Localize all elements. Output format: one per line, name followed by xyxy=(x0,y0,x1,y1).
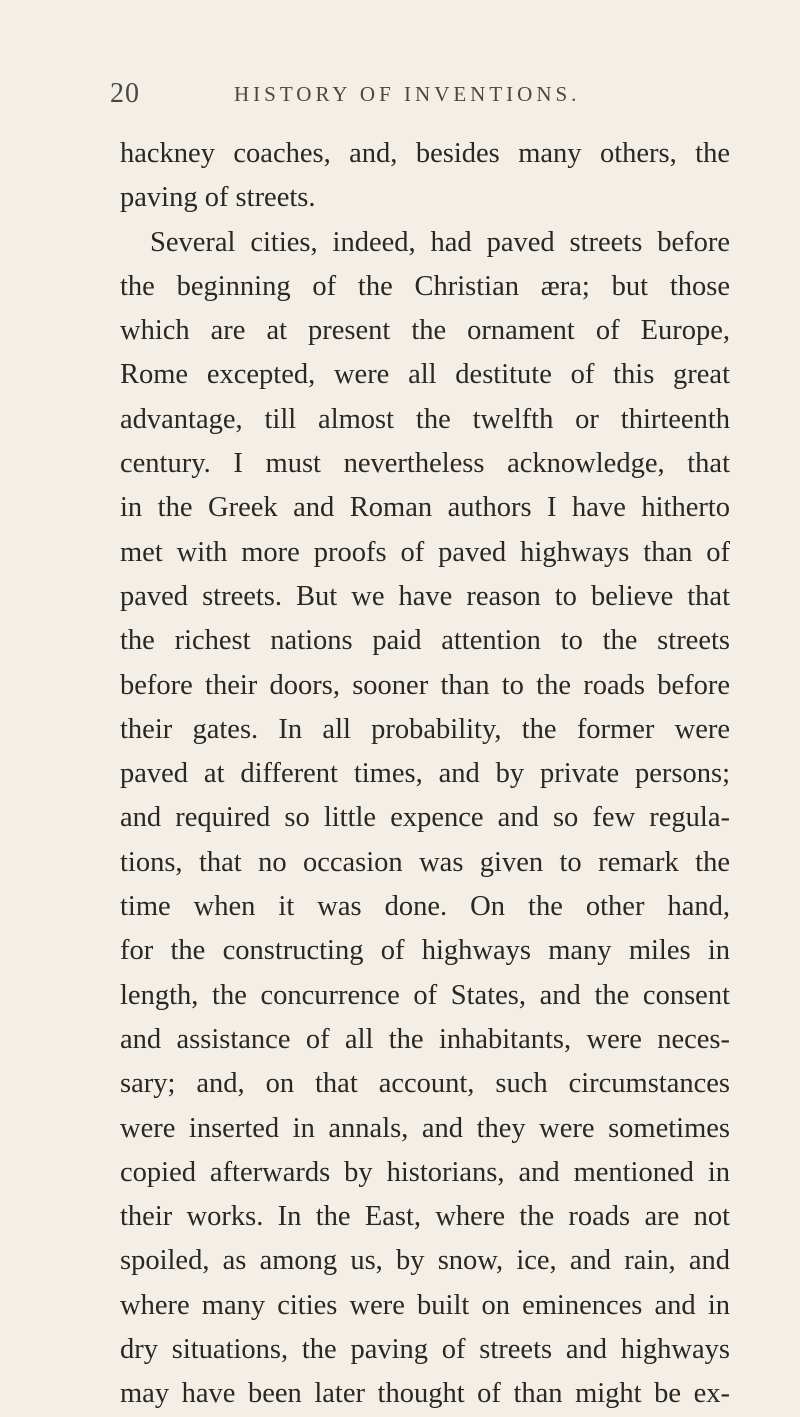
running-head xyxy=(110,78,730,118)
text-line: in the Greek and Roman authors I have hitherto xyxy=(120,492,730,524)
text-line: length, the concurrence of States, and the consent xyxy=(120,979,730,1011)
text-line: paved streets. But we have reason to believe that xyxy=(120,580,730,612)
text-line: copied afterwards by historians, and mentioned in xyxy=(120,1156,730,1188)
text-line: paved at different times, and by private persons; xyxy=(120,758,730,790)
page-number: 20 xyxy=(110,78,140,109)
text-line: where many cities were built on eminences and in xyxy=(120,1289,730,1321)
text-line: which are at present the ornament of Europe, xyxy=(120,315,730,347)
text-line: dry situations, the paving of streets and highways xyxy=(120,1334,730,1366)
text-line: sary; and, on that account, such circumstances xyxy=(120,1068,730,1100)
body-text xyxy=(120,132,730,1417)
text-line: their works. In the East, where the roads are not xyxy=(120,1201,730,1233)
text-line: and assistance of all the inhabitants, were neces- xyxy=(120,1023,730,1055)
text-line: Rome excepted, were all destitute of this great xyxy=(120,359,730,391)
running-title: HISTORY OF INVENTIONS. xyxy=(234,82,581,106)
text-line: before their doors, sooner than to the roads before xyxy=(120,669,730,701)
text-line: hackney coaches, and, besides many others, the xyxy=(120,138,730,169)
text-line: century. I must nevertheless acknowledge, that xyxy=(120,448,730,480)
text-line: the beginning of the Christian æra; but those xyxy=(120,270,730,302)
text-line: for the constructing of highways many miles in xyxy=(120,935,730,967)
text-line: paving of streets. xyxy=(120,182,316,214)
text-line: advantage, till almost the twelfth or thirteenth xyxy=(120,403,730,435)
text-line: and required so little expence and so few regula- xyxy=(120,802,730,834)
text-line: the richest nations paid attention to the streets xyxy=(120,625,730,657)
text-line: were inserted in annals, and they were sometimes xyxy=(120,1112,730,1144)
text-line: Several cities, indeed, had paved streets before xyxy=(150,226,730,258)
text-line: may have been later thought of than might be ex- xyxy=(120,1378,730,1410)
text-line: met with more proofs of paved highways than of xyxy=(120,536,730,568)
text-line: time when it was done. On the other hand, xyxy=(120,891,730,923)
text-line: spoiled, as among us, by snow, ice, and rain, and xyxy=(120,1245,730,1277)
text-line: their gates. In all probability, the former were xyxy=(120,713,730,745)
text-line: tions, that no occasion was given to remark the xyxy=(120,846,730,878)
